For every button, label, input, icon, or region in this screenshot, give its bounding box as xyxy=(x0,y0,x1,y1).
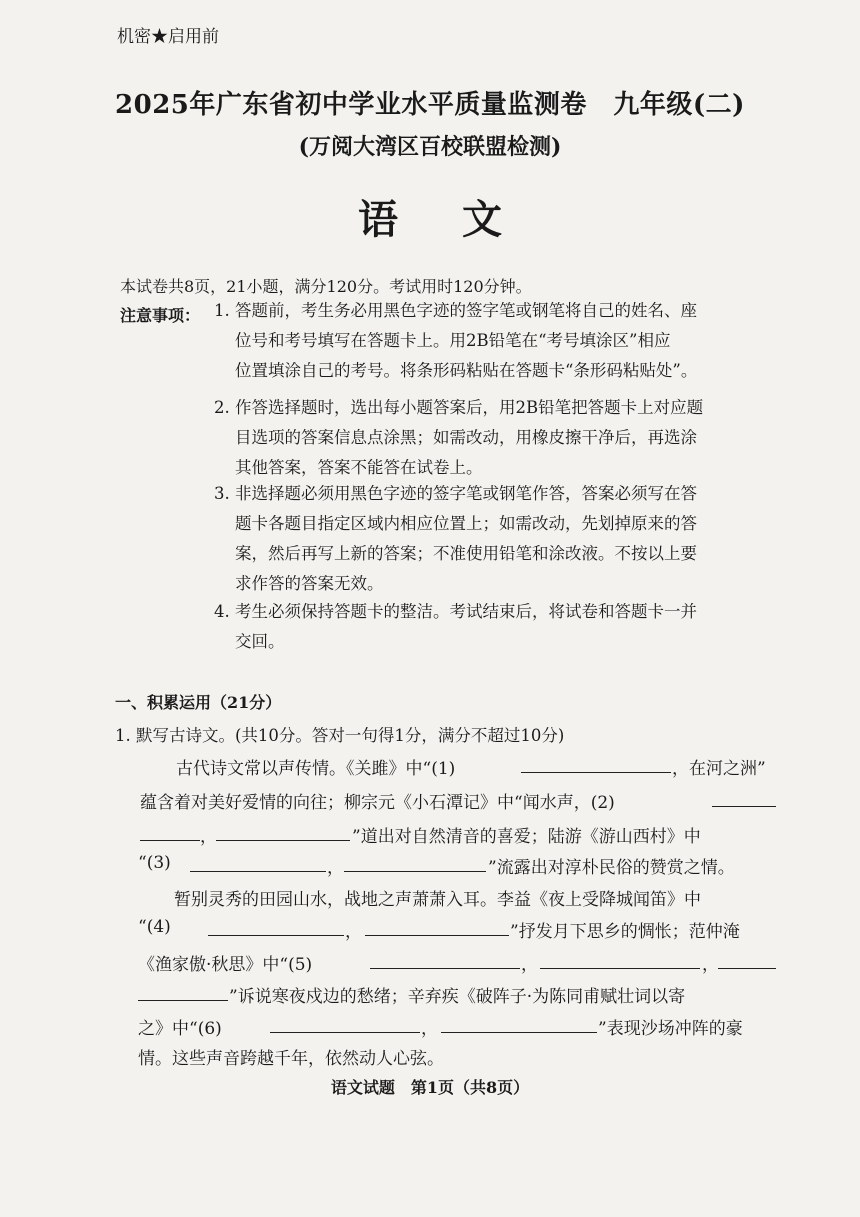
confidential-label: 机密★启用前 xyxy=(117,27,219,47)
answer-blank-5b[interactable] xyxy=(540,950,700,969)
answer-blank-4b[interactable] xyxy=(365,917,509,936)
answer-blank-5c[interactable] xyxy=(718,950,776,969)
question-1-prompt: 1. 默写古诗文。(共10分。答对一句得1分，满分不超过10分) xyxy=(115,726,565,745)
notice-number: 2. xyxy=(214,398,230,417)
passage-text: ”表现沙场冲阵的豪 xyxy=(598,1019,743,1039)
passage-text: 古代诗文常以声传情。《关雎》中“(1) xyxy=(176,759,456,779)
notice-number: 3. xyxy=(214,484,230,503)
notice-line: 目选项的答案信息点涂黑；如需改动，用橡皮擦干净后，再选涂 xyxy=(235,428,697,447)
exam-title: 2025年广东省初中学业水平质量监测卷 九年级(二) xyxy=(115,90,745,120)
notice-line: 非选择题必须用黑色字迹的签字笔或钢笔作答，答案必须写在答 xyxy=(235,484,697,503)
answer-blank-2c[interactable] xyxy=(216,822,350,841)
passage-text: ”道出对自然清音的喜爱；陆游《游山西村》中 xyxy=(352,827,701,847)
answer-blank-3a[interactable] xyxy=(190,853,326,872)
notice-line: 位号和考号填写在答题卡上。用2B铅笔在“考号填涂区”相应 xyxy=(235,331,671,350)
notice-line: 位置填涂自己的考号。将条形码粘贴在答题卡“条形码粘贴处”。 xyxy=(235,361,698,380)
notice-line: 求作答的答案无效。 xyxy=(235,574,384,593)
passage-text: “(3) xyxy=(138,853,171,873)
passage-text: ”流露出对淳朴民俗的赞赏之情。 xyxy=(488,858,735,878)
answer-blank-5a[interactable] xyxy=(370,950,520,969)
passage-text: 之》中“(6) xyxy=(138,1019,222,1039)
answer-blank-1[interactable] xyxy=(521,754,671,773)
notice-label: 注意事项： xyxy=(120,306,201,325)
answer-blank-3b[interactable] xyxy=(344,853,486,872)
answer-blank-6a[interactable] xyxy=(270,1014,420,1033)
answer-blank-5d[interactable] xyxy=(138,982,228,1001)
passage-text: “(4) xyxy=(138,917,171,937)
notice-line: 考生必须保持答题卡的整洁。考试结束后，将试卷和答题卡一并 xyxy=(235,602,697,621)
exam-summary: 本试卷共8页，21小题，满分120分。考试用时120分钟。 xyxy=(120,277,532,296)
subject-char-2: 文 xyxy=(462,196,502,243)
passage-text: ，在河之洲” xyxy=(672,759,766,779)
notice-line: 其他答案，答案不能答在试卷上。 xyxy=(235,458,483,477)
exam-subtitle: (万阅大湾区百校联盟检测) xyxy=(298,134,562,160)
notice-number: 4. xyxy=(214,602,230,621)
passage-text: ”诉说寒夜戍边的愁绪；辛弃疾《破阵子·为陈同甫赋壮词以寄 xyxy=(229,987,686,1007)
answer-blank-6b[interactable] xyxy=(441,1014,597,1033)
notice-line: 题卡各题目指定区域内相应位置上；如需改动，先划掉原来的答 xyxy=(235,514,697,533)
passage-text: ”抒发月下思乡的惆怅；范仲淹 xyxy=(510,922,740,942)
notice-line: 交回。 xyxy=(235,632,285,651)
section-heading: 一、积累运用（21分） xyxy=(115,693,282,712)
passage-text: ， xyxy=(200,827,217,847)
answer-blank-2b[interactable] xyxy=(140,822,200,841)
notice-line: 答题前，考生务必用黑色字迹的签字笔或钢笔将自己的姓名、座 xyxy=(235,301,697,320)
passage-text: ， xyxy=(327,858,344,878)
passage-text: ， xyxy=(421,1019,438,1039)
answer-blank-4a[interactable] xyxy=(208,917,344,936)
answer-blank-2a[interactable] xyxy=(712,788,776,807)
subject-char-1: 语 xyxy=(358,196,398,243)
notice-line: 作答选择题时，选出每小题答案后，用2B铅笔把答题卡上对应题 xyxy=(235,398,704,417)
passage-text: 《渔家傲·秋思》中“(5) xyxy=(138,955,313,975)
subject-title xyxy=(0,188,860,245)
notice-line: 案，然后再写上新的答案；不准使用铅笔和涂改液。不按以上要 xyxy=(235,544,697,563)
notice-number: 1. xyxy=(214,301,230,320)
passage-text: 情。这些声音跨越千年，依然动人心弦。 xyxy=(138,1049,444,1069)
passage-text: 暂别灵秀的田园山水，战地之声萧萧入耳。李益《夜上受降城闻笛》中 xyxy=(174,890,701,910)
passage-text: ， xyxy=(702,955,719,975)
page-footer: 语文试题 第1页（共8页） xyxy=(330,1078,530,1097)
passage-text: ， xyxy=(345,922,362,942)
passage-text: 蕴含着对美好爱情的向往；柳宗元《小石潭记》中“闻水声，(2) xyxy=(140,793,615,813)
passage-text: ， xyxy=(521,955,538,975)
